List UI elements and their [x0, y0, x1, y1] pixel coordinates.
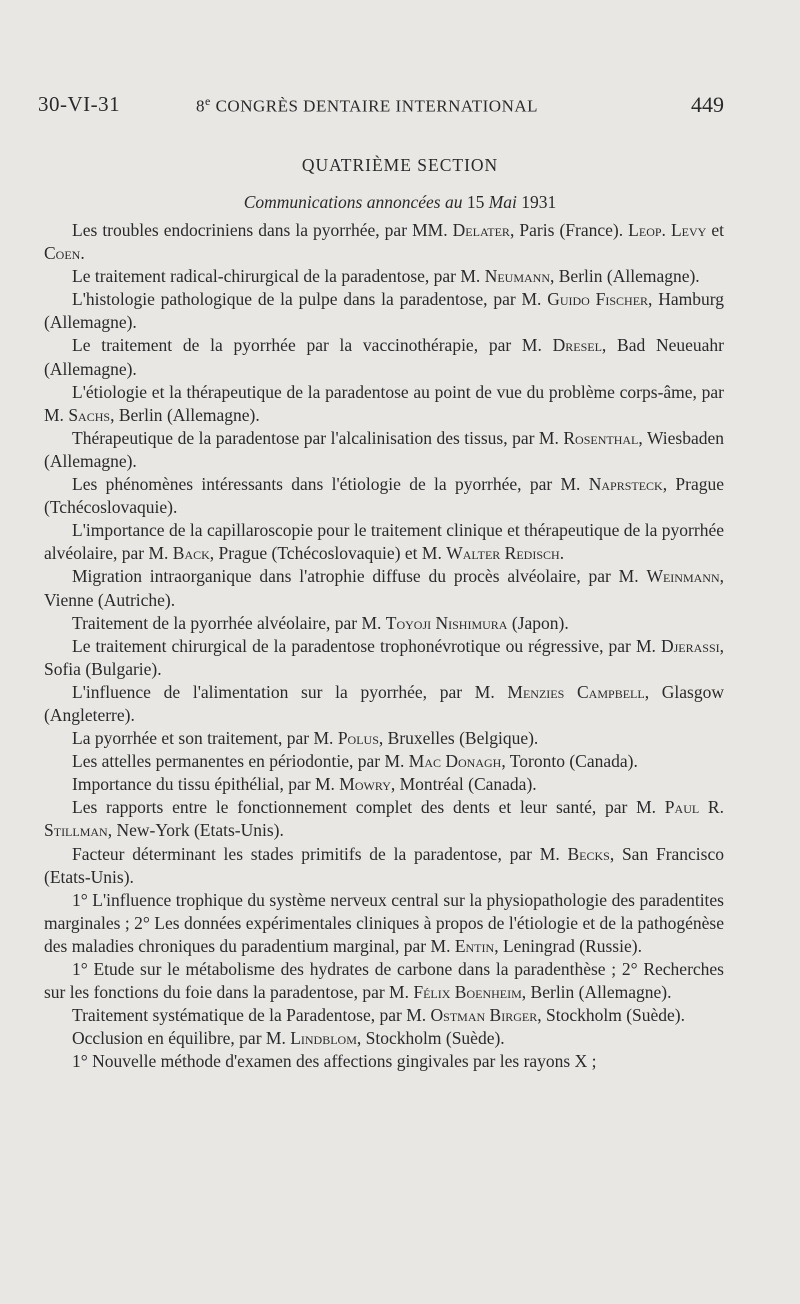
- place-name: Etats-Unis: [49, 866, 124, 887]
- place-name: Leningrad: [502, 935, 575, 956]
- author-name: Djerassi: [660, 635, 720, 656]
- place-name: Berlin: [118, 404, 163, 425]
- entry-text: ,: [537, 1005, 546, 1026]
- entry-text: (: [574, 982, 585, 1003]
- entry-text: ).: [123, 866, 134, 887]
- entry-text: Le traitement de la pyorrhée par la vaccinothérapie, par M.: [72, 335, 553, 356]
- entry-text: Les troubles endocriniens dans la pyorrhée, par MM.: [72, 220, 453, 240]
- subtitle-year: 1931: [521, 192, 557, 212]
- header-title: [196, 94, 538, 117]
- communication-entry: [44, 473, 724, 519]
- entry-text: ,: [609, 843, 622, 864]
- entry-text: (: [44, 704, 50, 725]
- entry-text: (: [189, 820, 200, 841]
- entry-text: ,: [638, 427, 647, 448]
- entry-text: ).: [674, 1005, 685, 1026]
- entry-text: L'histologie pathologique de la pulpe dans la paradentose, par M.: [72, 289, 548, 310]
- author-name: Back: [172, 543, 210, 564]
- entry-text: ,: [550, 266, 559, 287]
- entry-text: ).: [526, 774, 537, 795]
- entry-text: Occlusion en équilibre, par M.: [72, 1028, 291, 1049]
- section-title: QUATRIÈME SECTION: [301, 155, 499, 175]
- place-name: Suède: [632, 1005, 675, 1026]
- entry-text: (: [44, 358, 50, 379]
- entry-text: ).: [126, 312, 137, 333]
- place-name: Wiesbaden: [646, 427, 725, 448]
- author-name: Mac Donagh: [408, 751, 502, 772]
- place-name: Etats-Unis: [199, 820, 274, 841]
- entry-text: Migration intraorganique dans l'atrophie diffuse du procès alvéolaire, par M.: [72, 566, 647, 587]
- place-name: Bulgarie: [91, 658, 152, 679]
- entry-text: ,: [719, 635, 724, 656]
- author-name: Rosenthal: [563, 427, 639, 448]
- entry-text: Le traitement radical-chirurgical de la paradentose, par M.: [72, 266, 485, 287]
- place-name: Montréal: [399, 774, 464, 795]
- entry-text: ).: [661, 982, 672, 1003]
- place-name: Angleterre: [49, 704, 125, 725]
- entry-text: ,: [209, 543, 219, 564]
- entry-text: (: [267, 543, 278, 564]
- subtitle-day: 15: [466, 192, 485, 212]
- entry-text: (: [574, 935, 586, 956]
- entry-text: ,: [509, 220, 520, 240]
- entry-text: (: [454, 728, 465, 749]
- place-name: Autriche: [103, 589, 165, 610]
- entry-text: (: [44, 312, 50, 333]
- entry-text: ,: [719, 566, 724, 587]
- place-name: Allemagne: [49, 450, 127, 471]
- author-name: Becks: [567, 843, 610, 864]
- communication-entry: [44, 727, 724, 750]
- entry-text: ,: [648, 289, 659, 310]
- place-name: Allemagne: [612, 266, 690, 287]
- place-name: Tchécoslovaquie: [277, 543, 395, 564]
- entry-text: L'étiologie et la thérapeutique de la paradentose au point de vue du problème corps-âme, par M.: [44, 381, 724, 425]
- entry-text: (: [602, 266, 613, 287]
- author-name: Delater: [452, 220, 510, 240]
- entry-text: ,: [390, 774, 400, 795]
- communication-entry: [44, 1050, 724, 1073]
- entry-text: (: [621, 1005, 633, 1026]
- entry-text: Importance du tissu épithélial, par M.: [72, 774, 340, 795]
- entry-text: 1° L'influence trophique du système nerveux central sur la physiopathologie des paradentites marginales ; 2° Les données expérimentales cliniques à propos de l'étiologie et de la pathogénèse des maladies chroniques du paradentium marginal, par M.: [44, 889, 724, 956]
- place-name: Glasgow: [661, 681, 724, 702]
- entry-text: ,: [521, 982, 531, 1003]
- communication-entry: [44, 773, 724, 796]
- author-name: Sachs: [68, 404, 111, 425]
- place-name: Stockholm: [545, 1005, 622, 1026]
- place-name: San Francisco: [621, 843, 724, 864]
- place-name: Prague: [675, 474, 725, 495]
- subtitle-month: Mai: [488, 192, 517, 212]
- entry-text: (: [554, 220, 566, 240]
- entry-text: (: [44, 450, 50, 471]
- entry-text: Traitement de la pyorrhée alvéolaire, par M.: [72, 612, 386, 633]
- entry-text: ,: [501, 751, 510, 772]
- communication-entry: [44, 889, 724, 958]
- entry-text: ).: [249, 404, 260, 425]
- entry-text: ).: [558, 612, 569, 633]
- communication-entry: [44, 334, 724, 380]
- entry-text: ).: [126, 358, 137, 379]
- entry-text: ,: [644, 681, 662, 702]
- subtitle-text: Communications annoncées au: [243, 192, 463, 212]
- entry-text: ,: [356, 1028, 366, 1049]
- entry-text: ).: [631, 935, 642, 956]
- place-name: Allemagne: [49, 358, 127, 379]
- place-name: Berlin: [530, 982, 575, 1003]
- communication-entry: [44, 612, 724, 635]
- place-name: Berlin: [558, 266, 603, 287]
- entry-text: ) et M.: [394, 543, 447, 564]
- author-name: Guido Fischer: [547, 289, 649, 310]
- entry-text: ).: [164, 589, 176, 610]
- author-name: Neumann: [484, 266, 550, 287]
- place-name: Allemagne: [172, 404, 250, 425]
- place-name: Stockholm: [365, 1028, 442, 1049]
- place-name: Sofia: [44, 658, 81, 679]
- communication-entry: [44, 519, 724, 565]
- entry-text: et: [706, 220, 725, 240]
- entry-text: (: [93, 589, 104, 610]
- author-name: Naprsteck: [588, 474, 663, 495]
- place-name: Toronto: [509, 751, 565, 772]
- place-name: Japon: [517, 612, 559, 633]
- author-name: Walter Redisch: [446, 543, 560, 564]
- author-name: Lindblom: [290, 1028, 357, 1049]
- place-name: New-York: [116, 820, 190, 841]
- entry-text: (: [564, 751, 576, 772]
- entry-text: ,: [378, 728, 388, 749]
- author-name: Mowry: [339, 774, 391, 795]
- entry-text: 1° Nouvelle méthode d'examen des affections gingivales par les rayons X ;: [72, 1051, 597, 1072]
- entry-text: ,: [662, 474, 676, 495]
- place-name: Prague: [218, 543, 268, 564]
- place-name: Bad Neueuahr: [617, 335, 724, 356]
- author-name: Coen: [44, 243, 81, 264]
- place-name: Allemagne: [49, 312, 127, 333]
- entry-text: ).: [151, 658, 162, 679]
- author-name: Félix Boenheim: [413, 982, 522, 1003]
- place-name: Canada: [473, 774, 527, 795]
- entry-text: ).: [689, 266, 700, 287]
- place-name: France: [565, 220, 613, 240]
- communication-entry: [44, 427, 724, 473]
- communication-entry: [44, 288, 724, 334]
- entry-text: (: [507, 612, 518, 633]
- header-ordinal-sup: e: [205, 94, 211, 108]
- communication-entry: [44, 381, 724, 427]
- communication-entry: [44, 1027, 724, 1050]
- entry-text: (: [162, 404, 173, 425]
- communication-entry: [44, 565, 724, 611]
- author-name: Weinmann: [646, 566, 720, 587]
- entry-text: ,: [107, 820, 117, 841]
- place-name: Hamburg: [658, 289, 725, 310]
- author-name: Polus: [337, 728, 379, 749]
- author-name: Toyoji Nishimura: [385, 612, 508, 633]
- author-name: Ostman Birger: [430, 1005, 538, 1026]
- running-header: [38, 92, 724, 122]
- entry-text: .: [559, 543, 565, 564]
- header-ordinal: 8: [196, 96, 205, 116]
- entry-text: Les rapports entre le fonctionnement complet des dents et leur santé, par M.: [72, 797, 665, 818]
- entry-text: La pyorrhée et son traitement, par M.: [72, 728, 338, 749]
- entry-text: ).: [528, 728, 539, 749]
- section-subtitle: [0, 192, 800, 213]
- author-name: Dresel: [552, 335, 602, 356]
- entry-text: (: [44, 866, 50, 887]
- entry-text: L'importance de la capillaroscopie pour le traitement clinique et thérapeutique de la pyorrhée alvéolaire, par M.: [44, 520, 724, 564]
- entry-text: ).: [627, 751, 638, 772]
- author-name: Leop. Levy: [628, 220, 707, 240]
- entry-text: (: [441, 1028, 452, 1049]
- entry-text: Le traitement chirurgical de la paradentose trophonévrotique ou régressive, par M.: [72, 635, 661, 656]
- place-name: Bruxelles: [387, 728, 455, 749]
- entry-text: (: [463, 774, 474, 795]
- communication-entry: [44, 843, 724, 889]
- communications-list: [44, 219, 724, 1073]
- entry-text: L'influence de l'alimentation sur la pyorrhée, par M.: [72, 681, 508, 702]
- entry-text: ).: [612, 220, 629, 240]
- entry-text: Traitement systématique de la Paradentose, par M.: [72, 1005, 431, 1026]
- entry-text: (: [80, 658, 92, 679]
- entry-text: ).: [273, 820, 284, 841]
- place-name: Belgique: [464, 728, 529, 749]
- communication-entry: [44, 219, 724, 265]
- communication-entry: [44, 750, 724, 773]
- entry-text: Facteur déterminant les stades primitifs de la paradentose, par M.: [72, 843, 568, 864]
- page-number: 449: [691, 92, 724, 117]
- entry-text: ).: [494, 1028, 505, 1049]
- communication-entry: [44, 958, 724, 1004]
- entry-text: ).: [167, 497, 178, 518]
- entry-text: ,: [110, 404, 119, 425]
- place-name: Paris: [519, 220, 555, 240]
- header-date: 30-VI-31: [38, 92, 121, 116]
- entry-text: (: [44, 497, 50, 518]
- entry-text: Les phénomènes intéressants dans l'étiologie de la pyorrhée, par M.: [72, 474, 589, 495]
- entry-text: .: [80, 243, 85, 264]
- entry-text: 1° Etude sur le métabolisme des hydrates de carbone dans la paradenthèse ; 2° Recherches sur les fonctions du foie dans la paradentose, par M.: [44, 959, 724, 1003]
- author-name: Paul R. Stillman: [44, 797, 724, 841]
- place-name: Suède: [451, 1028, 495, 1049]
- entry-text: Thérapeutique de la paradentose par l'alcalinisation des tissus, par M.: [72, 427, 564, 448]
- communication-entry: [44, 796, 724, 842]
- place-name: Russie: [585, 935, 632, 956]
- place-name: Tchécoslovaquie: [49, 497, 168, 518]
- author-name: Menzies Campbell: [507, 681, 645, 702]
- header-title-text: CONGRÈS DENTAIRE INTERNATIONAL: [210, 96, 539, 116]
- entry-text: ,: [494, 935, 503, 956]
- place-name: Vienne: [44, 589, 94, 610]
- place-name: Canada: [575, 751, 628, 772]
- communication-entry: [44, 265, 724, 288]
- communication-entry: [44, 681, 724, 727]
- communication-entry: [44, 1004, 724, 1027]
- place-name: Allemagne: [584, 982, 662, 1003]
- author-name: Entin: [454, 935, 495, 956]
- entry-text: Les attelles permanentes en périodontie, par M.: [72, 751, 409, 772]
- entry-text: ).: [126, 450, 137, 471]
- communication-entry: [44, 635, 724, 681]
- entry-text: ).: [124, 704, 135, 725]
- entry-text: ,: [601, 335, 618, 356]
